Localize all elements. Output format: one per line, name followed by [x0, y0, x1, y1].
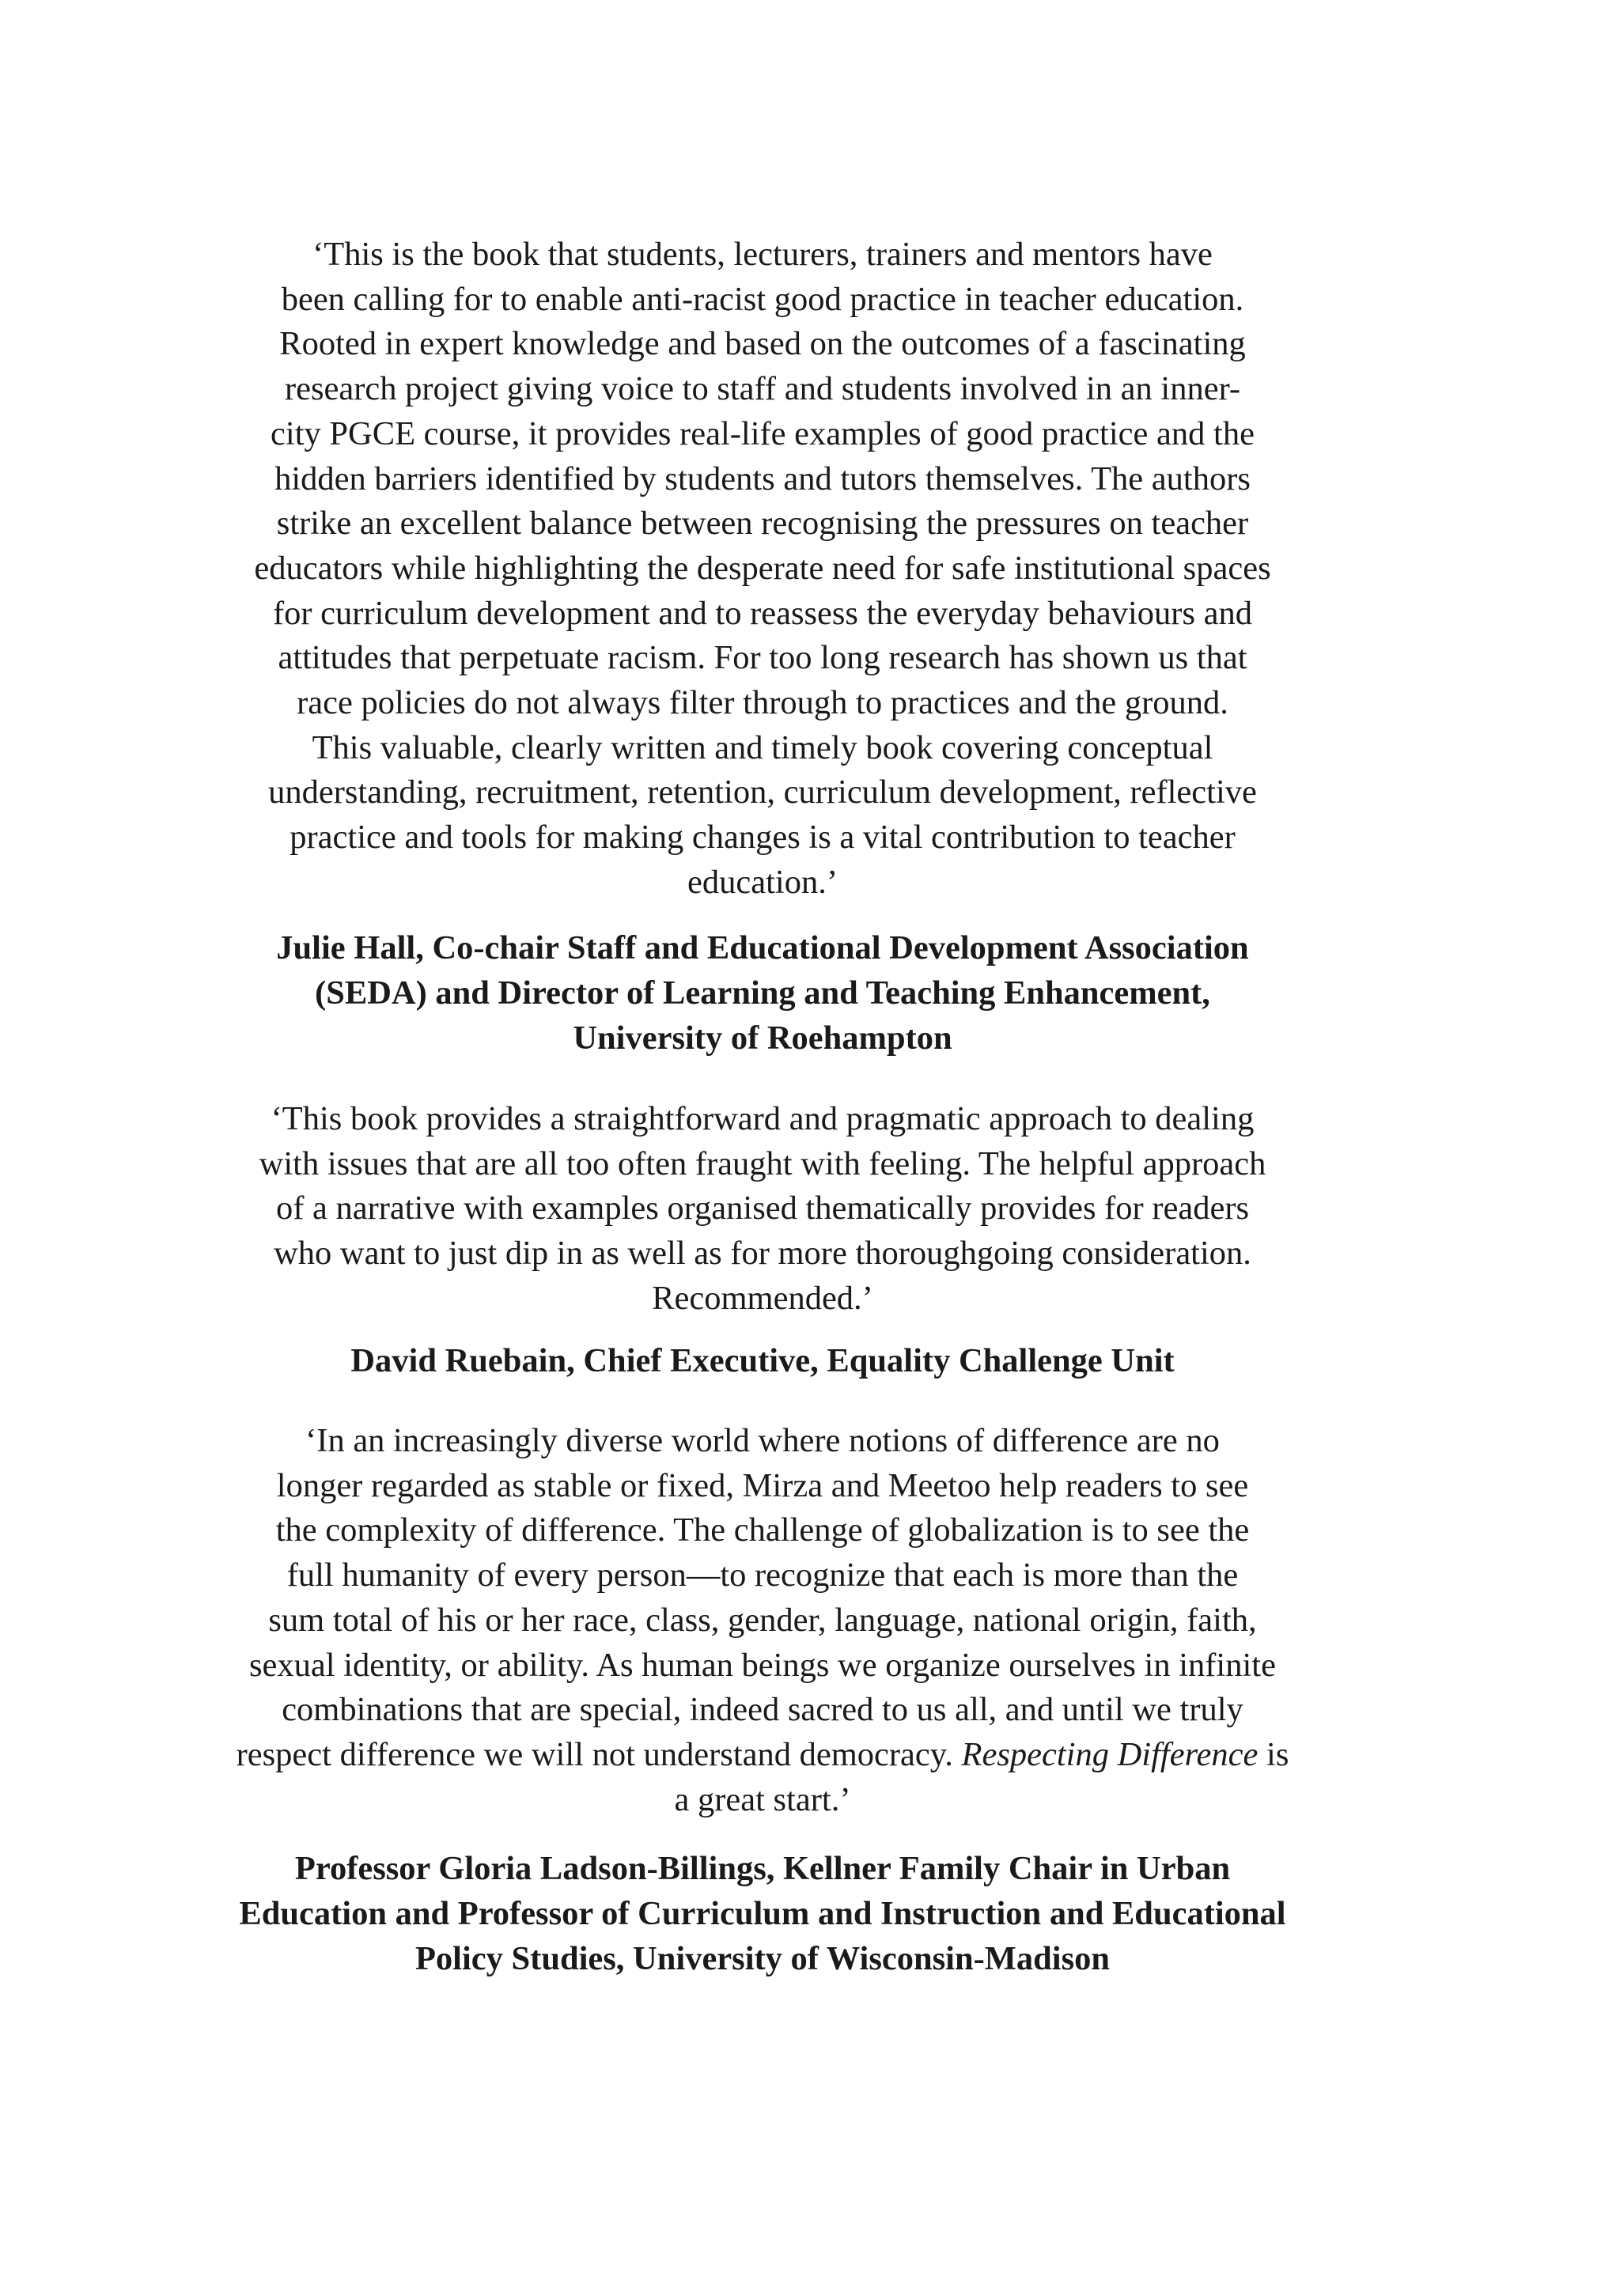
endorsement-attribution-3: [182, 1846, 1343, 1981]
quote-line: educators while highlighting the desperate need for safe institutional spaces: [254, 549, 1271, 587]
quote-line: Recommended.’: [652, 1279, 873, 1317]
quote-line: full humanity of every person—to recognize that each is more than the: [286, 1557, 1239, 1594]
quote-line: the complexity of difference. The challenge of globalization is to see the: [275, 1511, 1250, 1549]
quote-line: been calling for to enable anti-racist good practice in teacher education.: [281, 280, 1244, 318]
quote-line: hidden barriers identified by students and tutors themselves. The authors: [274, 460, 1251, 497]
quote-line: sum total of his or her race, class, gender, language, national origin, faith,: [268, 1601, 1257, 1639]
attribution-line: Julie Hall, Co-chair Staff and Educational Development Association: [276, 929, 1249, 966]
quote-line: ‘This book provides a straightforward and pragmatic approach to dealing: [271, 1100, 1255, 1137]
quote-line: research project giving voice to staff and students involved in an inner-: [284, 370, 1241, 408]
quote-line: education.’: [687, 863, 838, 901]
quote-line: Rooted in expert knowledge and based on the outcomes of a fascinating: [279, 325, 1246, 363]
quote-text: respect difference we will not understand democracy.: [236, 1735, 962, 1773]
quote-line: ‘In an increasingly diverse world where notions of difference are no: [305, 1422, 1220, 1459]
quote-line: understanding, recruitment, retention, curriculum development, reflective: [268, 774, 1257, 811]
book-title: Respecting Difference: [961, 1735, 1259, 1773]
quote-line: race policies do not always filter through to practices and the ground.: [297, 684, 1228, 722]
quote-line: for curriculum development and to reassess the everyday behaviours and: [273, 594, 1252, 632]
quote-line: combinations that are special, indeed sacred to us all, and until we truly: [282, 1691, 1243, 1729]
endorsement-attribution-1: [182, 925, 1343, 1061]
quote-line: city PGCE course, it provides real-life examples of good practice and the: [271, 414, 1255, 452]
attribution-line: Education and Professor of Curriculum and Instruction and Educational: [239, 1895, 1286, 1932]
attribution-line: Professor Gloria Ladson-Billings, Kellner Family Chair in Urban: [294, 1850, 1231, 1887]
quote-line: practice and tools for making changes is a vital contribution to teacher: [290, 819, 1236, 857]
attribution-line: (SEDA) and Director of Learning and Teaching Enhancement,: [315, 974, 1210, 1012]
quote-line: a great start.’: [674, 1780, 851, 1818]
quote-line: strike an excellent balance between recognising the pressures on teacher: [276, 505, 1249, 543]
endorsement-quote-1: [182, 233, 1343, 906]
quote-line: who want to just dip in as well as for more thoroughgoing consideration.: [274, 1235, 1251, 1273]
quote-line: This valuable, clearly written and timely book covering conceptual: [312, 728, 1213, 766]
endorsement-attribution-2: [182, 1338, 1343, 1383]
attribution-line: David Ruebain, Chief Executive, Equality Challenge Unit: [350, 1342, 1175, 1379]
quote-line: of a narrative with examples organised thematically provides for readers: [275, 1190, 1250, 1227]
quote-line: ‘This is the book that students, lecturers, trainers and mentors have: [312, 236, 1213, 273]
quote-line: sexual identity, or ability. As human beings we organize ourselves in infinite: [249, 1646, 1276, 1684]
quote-line: longer regarded as stable or fixed, Mirza and Meetoo help readers to see: [276, 1466, 1249, 1504]
quote-line: with issues that are all too often fraught with feeling. The helpful approach: [259, 1144, 1266, 1182]
attribution-line: University of Roehampton: [573, 1019, 952, 1057]
attribution-line: Policy Studies, University of Wisconsin-Madison: [414, 1940, 1111, 1977]
quote-line: [182, 1733, 1343, 1778]
endorsement-quote-3: [182, 1419, 1343, 1822]
quote-text: is: [1258, 1735, 1289, 1773]
endorsement-quote-2: [182, 1097, 1343, 1322]
quote-line: attitudes that perpetuate racism. For too long research has shown us that: [278, 639, 1247, 677]
